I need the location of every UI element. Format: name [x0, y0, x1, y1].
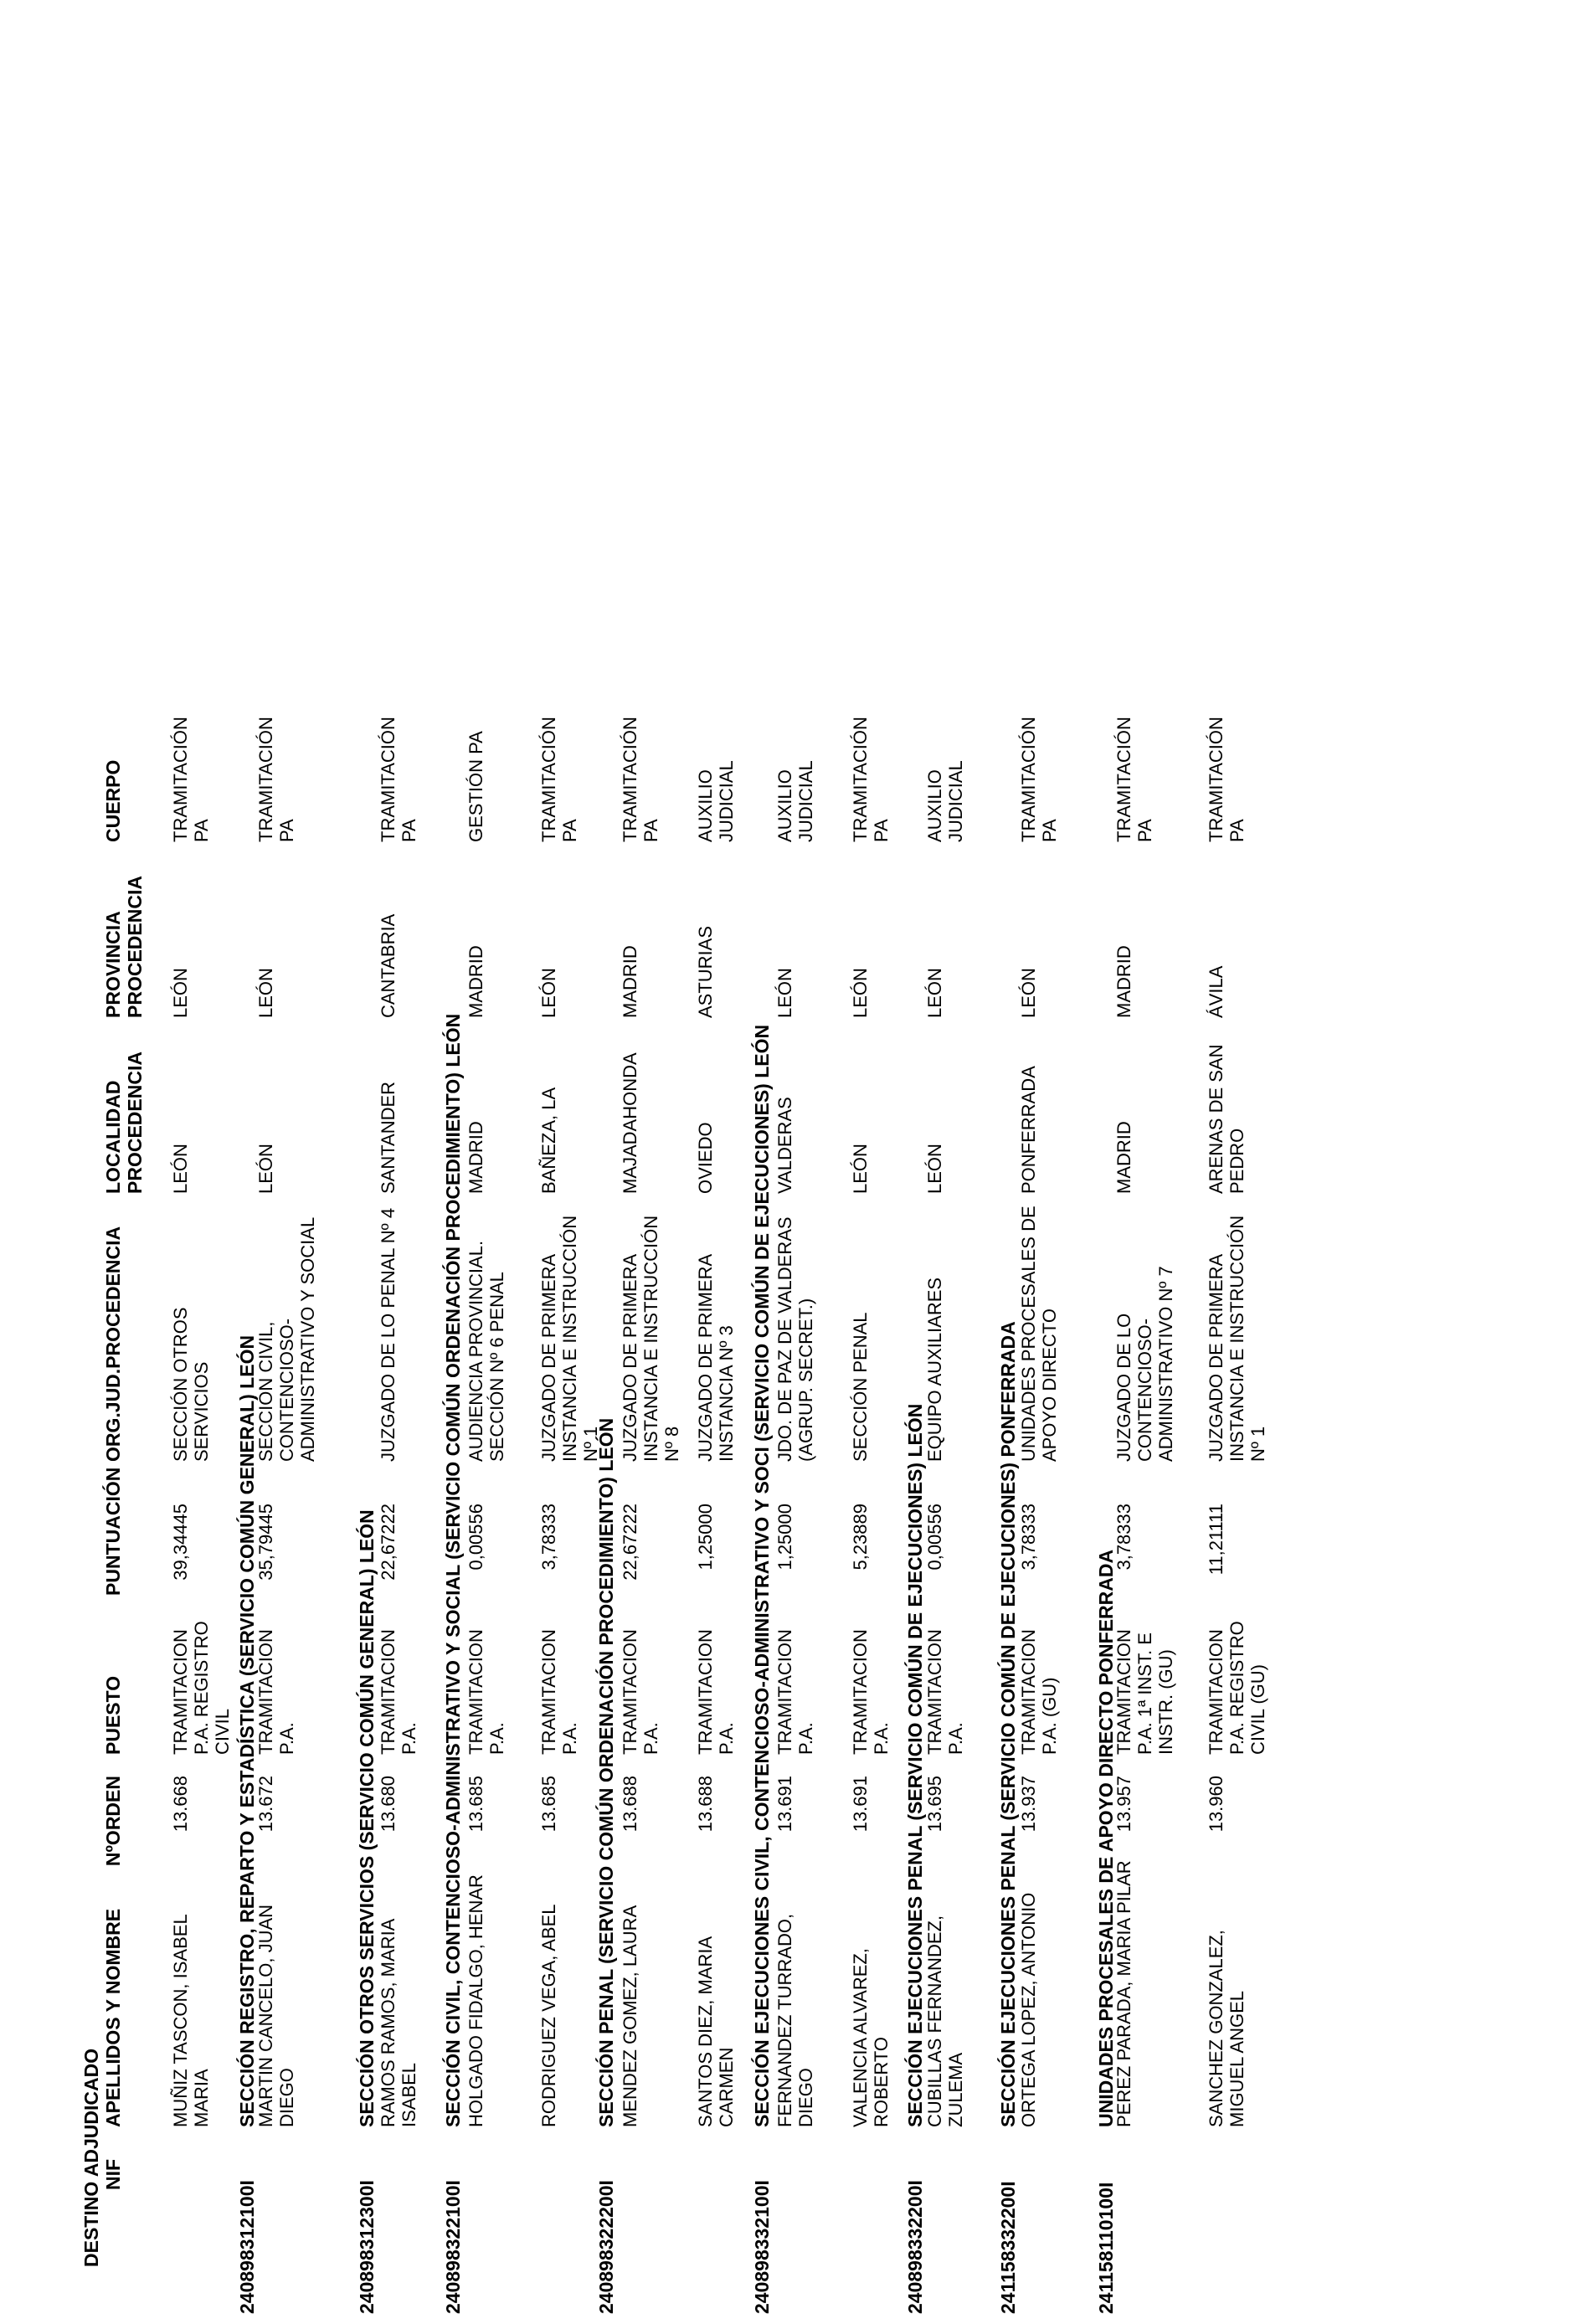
cell-nombre: HOLGADO FIDALGO, HENAR: [465, 1874, 486, 2127]
cell-puesto: TRAMITACION P.A.: [850, 1629, 892, 1755]
section-title: SECCIÓN EJECUCIONES CIVIL, CONTENCIOSO-ADMINISTRATIVO Y SOCI (SERVICIO COMÚN DE EJECUCIONES) LEÓN: [751, 1024, 773, 2127]
cell-puesto: TRAMITACION P.A. (GU): [1018, 1629, 1060, 1755]
section-title: SECCIÓN REGISTRO, REPARTO Y ESTADÍSTICA (SERVICIO COMÚN GENERAL) LEÓN: [236, 1334, 258, 2127]
cell-orden: 13.691: [774, 1776, 795, 1833]
cell-orden: 13.695: [924, 1776, 945, 1833]
cell-provincia: MADRID: [465, 945, 486, 1018]
cell-cuerpo: TRAMITACIÓN PA: [1018, 717, 1060, 842]
cell-provincia: LEÓN: [924, 968, 945, 1018]
cell-provincia: LEÓN: [850, 968, 871, 1018]
cell-nombre: SANCHEZ GONZALEZ, MIGUEL ANGEL: [1206, 1930, 1247, 2127]
cell-provincia: ÁVILA: [1206, 965, 1226, 1018]
header-org: ORG.JUD.PROCEDENCIA: [102, 1226, 124, 1462]
cell-puesto: TRAMITACION P.A. REGISTRO CIVIL (GU): [1206, 1621, 1268, 1755]
section-title: SECCIÓN OTROS SERVICIOS (SERVICIO COMÚN GENERAL) LEÓN: [356, 1509, 378, 2127]
section-title: SECCIÓN CIVIL, CONTENCIOSO-ADMINISTRATIVO Y SOCIAL (SERVICIO COMÚN ORDENACIÓN PROCEDIMIENTO) LEÓN: [442, 1013, 464, 2127]
cell-orden: 13.960: [1206, 1776, 1226, 1833]
cell-nombre: MARTIN CANCELO, JUAN DIEGO: [255, 1904, 297, 2127]
cell-localidad: LEÓN: [924, 1144, 945, 1194]
cell-puesto: TRAMITACION P.A.: [538, 1629, 580, 1755]
cell-org: JUZGADO DE PRIMERA INSTANCIA E INSTRUCCIÓN Nº 1: [1206, 1215, 1268, 1462]
header-orden: NºORDEN: [102, 1776, 124, 1867]
cell-puntuacion: 3,78333: [1113, 1504, 1134, 1571]
header-localidad: LOCALIDAD PROCEDENCIA: [102, 1051, 146, 1194]
cell-localidad: MADRID: [1113, 1121, 1134, 1194]
cell-orden: 13.937: [1018, 1776, 1039, 1833]
header-puntuacion: PUNTUACIÓN: [102, 1467, 124, 1596]
cell-org: AUDIENCIA PROVINCIAL. SECCIÓN Nº 6 PENAL: [465, 1240, 507, 1462]
header-nif: NIF: [102, 2158, 124, 2190]
cell-nombre: PEREZ PARADA, MARIA PILAR: [1113, 1860, 1134, 2127]
cell-puntuacion: 0,00556: [924, 1504, 945, 1571]
cell-puntuacion: 3,78333: [538, 1504, 559, 1571]
cell-cuerpo: TRAMITACIÓN PA: [538, 717, 580, 842]
cell-cuerpo: TRAMITACIÓN PA: [850, 717, 892, 842]
document-title: DESTINO ADJUDICADO: [80, 2048, 102, 2267]
cell-puesto: TRAMITACION P.A.: [695, 1629, 737, 1755]
cell-org: EQUIPO AUXILIARES: [924, 1277, 945, 1462]
cell-cuerpo: TRAMITACIÓN PA: [255, 717, 297, 842]
cell-localidad: BAÑEZA, LA: [538, 1087, 559, 1194]
cell-puntuacion: 1,25000: [774, 1504, 795, 1571]
cell-org: JUZGADO DE LO PENAL Nº 4: [378, 1207, 399, 1462]
cell-orden: 13.668: [170, 1776, 191, 1833]
cell-localidad: MADRID: [465, 1121, 486, 1194]
cell-org: SECCIÓN OTROS SERVICIOS: [170, 1307, 212, 1462]
cell-puntuacion: 3,78333: [1018, 1504, 1039, 1571]
cell-puesto: TRAMITACION P.A.: [924, 1629, 966, 1755]
cell-org: JUZGADO DE PRIMERA INSTANCIA E INSTRUCCIÓN Nº 1: [538, 1215, 601, 1462]
header-cuerpo: CUERPO: [102, 759, 124, 842]
cell-cuerpo: TRAMITACIÓN PA: [620, 717, 661, 842]
cell-nombre: ORTEGA LOPEZ, ANTONIO: [1018, 1892, 1039, 2127]
cell-provincia: LEÓN: [255, 968, 276, 1018]
cell-orden: 13.672: [255, 1776, 276, 1833]
cell-cuerpo: AUXILIO JUDICIAL: [924, 760, 966, 842]
cell-org: JDO. DE PAZ DE VALDERAS (AGRUP. SECRET.): [774, 1216, 816, 1462]
cell-nombre: MUÑIZ TASCON, ISABEL MARIA: [170, 1915, 212, 2127]
cell-puesto: TRAMITACION P.A.: [620, 1629, 661, 1755]
cell-localidad: OVIEDO: [695, 1122, 716, 1194]
cell-provincia: LEÓN: [538, 968, 559, 1018]
section-code: 241158332200I: [997, 2181, 1019, 2314]
cell-cuerpo: TRAMITACIÓN PA: [378, 717, 419, 842]
cell-puntuacion: 1,25000: [695, 1504, 716, 1571]
cell-cuerpo: TRAMITACIÓN PA: [1206, 717, 1247, 842]
cell-nombre: RODRIGUEZ VEGA, ABEL: [538, 1904, 559, 2127]
cell-puntuacion: 11,21111: [1206, 1504, 1226, 1576]
section-code: 240898312100I: [236, 2180, 258, 2314]
cell-puntuacion: 0,00556: [465, 1504, 486, 1571]
section-title: SECCIÓN EJECUCIONES PENAL (SERVICIO COMÚN DE EJECUCIONES) PONFERRADA: [997, 1321, 1019, 2127]
cell-puntuacion: 22,67222: [620, 1504, 640, 1581]
cell-org: UNIDADES PROCESALES DE APOYO DIRECTO: [1018, 1206, 1060, 1462]
cell-localidad: VALDERAS: [774, 1097, 795, 1194]
cell-provincia: LEÓN: [170, 968, 191, 1018]
cell-puesto: TRAMITACION P.A. REGISTRO CIVIL: [170, 1621, 233, 1755]
cell-orden: 13.957: [1113, 1776, 1134, 1833]
header-provincia: PROVINCIA PROCEDENCIA: [102, 876, 146, 1018]
section-code: 240898322100I: [442, 2180, 464, 2314]
cell-localidad: MAJADAHONDA: [620, 1052, 640, 1194]
cell-org: SECCIÓN CIVIL, CONTENCIOSO-ADMINISTRATIVO Y SOCIAL: [255, 1216, 318, 1462]
cell-orden: 13.691: [850, 1776, 871, 1833]
cell-puntuacion: 5,23889: [850, 1504, 871, 1571]
section-code: 240898322200I: [595, 2180, 617, 2314]
section-code: 240898312300I: [356, 2180, 378, 2314]
cell-nombre: RAMOS RAMOS, MARIA ISABEL: [378, 1919, 419, 2127]
cell-orden: 13.685: [465, 1776, 486, 1833]
cell-localidad: LEÓN: [170, 1144, 191, 1194]
cell-localidad: LEÓN: [255, 1144, 276, 1194]
section-title: SECCIÓN EJECUCIONES PENAL (SERVICIO COMÚN DE EJECUCIONES) LEÓN: [904, 1403, 926, 2127]
cell-puesto: TRAMITACION P.A. 1ª INST. E INSTR. (GU): [1113, 1629, 1176, 1755]
cell-puesto: TRAMITACION P.A.: [378, 1629, 419, 1755]
cell-provincia: MADRID: [1113, 945, 1134, 1018]
cell-puntuacion: 39,34445: [170, 1504, 191, 1581]
section-title: SECCIÓN PENAL (SERVICIO COMÚN ORDENACIÓN PROCEDIMIENTO) LEÓN: [595, 1417, 617, 2127]
cell-orden: 13.685: [538, 1776, 559, 1833]
cell-provincia: MADRID: [620, 945, 640, 1018]
section-code: 241158110100I: [1095, 2182, 1117, 2314]
cell-cuerpo: GESTIÓN PA: [465, 731, 486, 842]
cell-provincia: CANTABRIA: [378, 913, 399, 1018]
cell-nombre: SANTOS DIEZ, MARIA CARMEN: [695, 1937, 737, 2127]
cell-localidad: PONFERRADA: [1018, 1066, 1039, 1194]
cell-localidad: SANTANDER: [378, 1081, 399, 1194]
cell-puntuacion: 22,67222: [378, 1504, 399, 1581]
cell-puesto: TRAMITACION P.A.: [465, 1629, 507, 1755]
section-code: 240898332200I: [904, 2180, 926, 2314]
cell-nombre: MENDEZ GOMEZ, LAURA: [620, 1905, 640, 2127]
cell-nombre: FERNANDEZ TURRADO, DIEGO: [774, 1913, 816, 2127]
cell-puesto: TRAMITACION P.A.: [774, 1629, 816, 1755]
cell-org: JUZGADO DE LO CONTENCIOSO-ADMINISTRATIVO Nº 7: [1113, 1266, 1176, 1462]
cell-cuerpo: TRAMITACIÓN PA: [170, 717, 212, 842]
cell-provincia: LEÓN: [1018, 968, 1039, 1018]
cell-puesto: TRAMITACION P.A.: [255, 1629, 297, 1755]
cell-provincia: ASTURIAS: [695, 925, 716, 1018]
cell-cuerpo: AUXILIO JUDICIAL: [774, 760, 816, 842]
cell-nombre: CUBILLAS FERNANDEZ, ZULEMA: [924, 1915, 966, 2127]
cell-org: JUZGADO DE PRIMERA INSTANCIA E INSTRUCCIÓN Nº 8: [620, 1215, 682, 1462]
header-nombre: APELLIDOS Y NOMBRE: [102, 1908, 124, 2127]
cell-org: JUZGADO DE PRIMERA INSTANCIA Nº 3: [695, 1255, 737, 1462]
cell-nombre: VALENCIA ALVAREZ, ROBERTO: [850, 1948, 892, 2127]
cell-puntuacion: 35,79445: [255, 1504, 276, 1581]
header-puesto: PUESTO: [102, 1675, 124, 1755]
cell-cuerpo: TRAMITACIÓN PA: [1113, 717, 1155, 842]
cell-org: SECCIÓN PENAL: [850, 1312, 871, 1462]
cell-orden: 13.680: [378, 1776, 399, 1833]
cell-orden: 13.688: [695, 1776, 716, 1833]
cell-orden: 13.688: [620, 1776, 640, 1833]
cell-provincia: LEÓN: [774, 968, 795, 1018]
cell-localidad: LEÓN: [850, 1144, 871, 1194]
section-code: 240898332100I: [751, 2180, 773, 2314]
cell-localidad: ARENAS DE SAN PEDRO: [1206, 1044, 1247, 1194]
section-title: UNIDADES PROCESALES DE APOYO DIRECTO PONFERRADA: [1095, 1549, 1117, 2127]
cell-cuerpo: AUXILIO JUDICIAL: [695, 760, 737, 842]
